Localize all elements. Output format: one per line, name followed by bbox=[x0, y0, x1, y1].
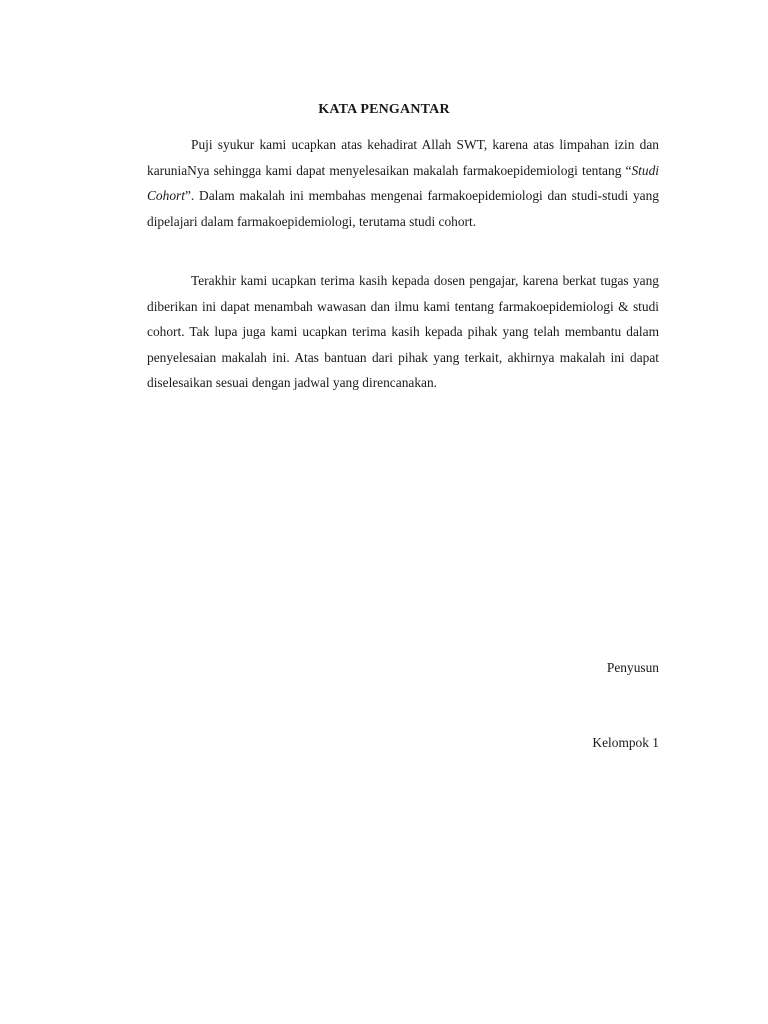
page-title: KATA PENGANTAR bbox=[318, 102, 450, 117]
paragraph-2: Terakhir kami ucapkan terima kasih kepada dosen pengajar, karena berkat tugas yang diberikan ini dapat menambah wawasan dan ilmu kami tentang farmakoepidemiologi & studi cohort. Tak lupa juga kami ucapkan terima kasih kepada pihak yang telah membantu dalam penyelesaian makalah ini. Atas bantuan dari pihak yang terkait, akhirnya makalah ini dapat diselesaikan sesuai dengan jadwal yang direncanakan. bbox=[147, 273, 659, 391]
paragraph-1-text-end: ”. Dalam makalah ini membahas mengenai farmakoepidemiologi dan studi-studi yang dipelajari dalam farmakoepidemiologi, terutama studi cohort. bbox=[147, 188, 659, 229]
signer-label: Penyusun bbox=[606, 660, 659, 675]
paragraph-1-text-start: Puji syukur kami ucapkan atas kehadirat Allah SWT, karena atas limpahan izin dan karuniaNya sehingga kami dapat menyelesaikan makalah farmakoepidemiologi tentang “ bbox=[147, 137, 659, 178]
paragraph-1-italic-term: Studi Cohort bbox=[147, 162, 659, 204]
paragraph-1 bbox=[147, 132, 659, 234]
signer-name: Kelompok 1 bbox=[592, 735, 659, 750]
